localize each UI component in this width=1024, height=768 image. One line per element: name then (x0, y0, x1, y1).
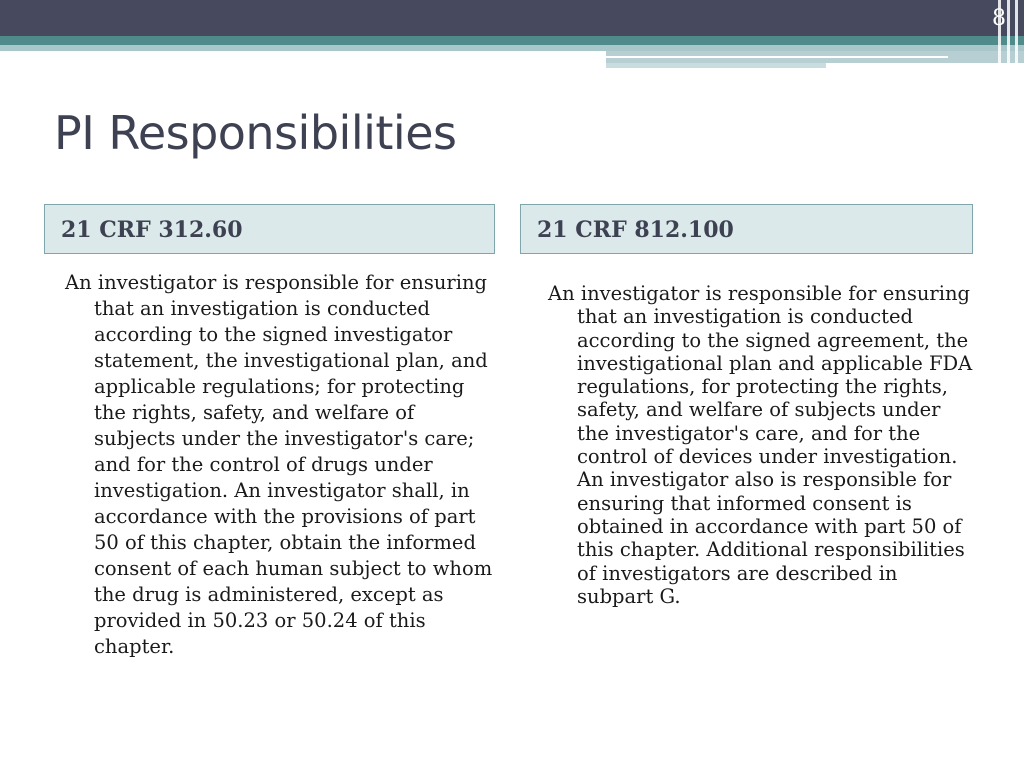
banner-highlight-line (606, 56, 948, 58)
column-header-812-100: 21 CRF 812.100 (520, 204, 973, 254)
banner-vertical-line (1015, 0, 1018, 68)
banner-right-underbar (606, 63, 826, 68)
column-header-312-60: 21 CRF 312.60 (44, 204, 495, 254)
banner-vertical-line (1007, 0, 1010, 68)
slide-title: PI Responsibilities (54, 106, 457, 160)
banner-accent-stripe (0, 36, 1024, 45)
top-banner (0, 0, 1024, 36)
regulation-text-812-100: An investigator is responsible for ensuring that an investigation is conducted according to the signed agreement, the investigational plan and applicable FDA regulations, for protecting the rights, safety, and welfare of subjects under the investigator's care, and for the control of devices under investigation. An investigator also is responsible for ensuring that informed consent is obtained in accordance with part 50 of this chapter. Additional responsibilities of investigators are described in subpart G. (548, 282, 973, 608)
regulation-text-312-60: An investigator is responsible for ensuring that an investigation is conducted according to the signed investigator statement, the investigational plan, and applicable regulations; for protecting the rights, safety, and welfare of subjects under the investigator's care; and for the control of drugs under investigation. An investigator shall, in accordance with the provisions of part 50 of this chapter, obtain the informed consent of each human subject to whom the drug is administered, except as provided in 50.23 or 50.24 of this chapter. (65, 271, 493, 658)
page-number: 8 (992, 6, 1006, 31)
